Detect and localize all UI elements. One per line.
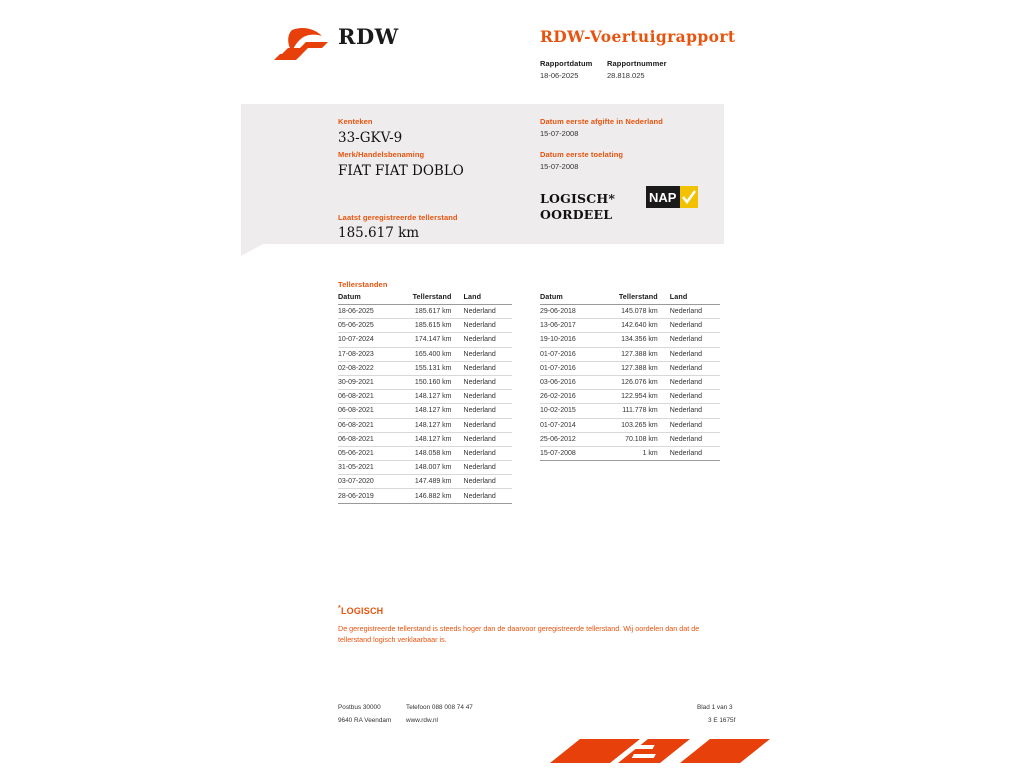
- cell-land: Nederland: [658, 319, 720, 333]
- tellerstanden-title: Tellerstanden: [338, 280, 388, 289]
- footnote-title: [338, 605, 383, 616]
- footer-telefoon: Telefoon 088 008 74 47: [406, 704, 473, 711]
- oordeel-line-2: OORDEEL: [540, 207, 613, 222]
- cell-datum: 01-07-2016: [540, 347, 596, 361]
- cell-tellerstand: 146.882 km: [392, 489, 452, 503]
- cell-tellerstand: 148.127 km: [392, 390, 452, 404]
- table-row: [540, 390, 720, 404]
- cell-tellerstand: 148.058 km: [392, 446, 452, 460]
- cell-land: Nederland: [452, 404, 512, 418]
- merk-value: FIAT FIAT DOBLO: [338, 163, 464, 179]
- cell-land: Nederland: [452, 475, 512, 489]
- cell-datum: 01-07-2016: [540, 361, 596, 375]
- cell-tellerstand: 142.640 km: [596, 319, 658, 333]
- footnote-star: *: [338, 605, 341, 612]
- tellerstand-value: 185.617 km: [338, 225, 420, 241]
- toelating-value: 15-07-2008: [540, 162, 579, 171]
- table-row: [338, 347, 512, 361]
- rdw-arrow-logo-icon: [272, 24, 334, 64]
- footer-plaats: 9640 RA Veendam: [338, 717, 392, 724]
- table-row: [338, 489, 512, 503]
- col-header-tellerstand: Tellerstand: [596, 292, 658, 305]
- cell-datum: 03-07-2020: [338, 475, 392, 489]
- cell-datum: 10-02-2015: [540, 404, 596, 418]
- brand-name: RDW: [338, 24, 399, 49]
- cell-datum: 05-06-2021: [338, 446, 392, 460]
- cell-tellerstand: 127.388 km: [596, 347, 658, 361]
- table-row: [338, 305, 512, 319]
- table-row: [540, 432, 720, 446]
- cell-land: Nederland: [658, 347, 720, 361]
- footnote-title-text: LOGISCH: [340, 606, 384, 616]
- cell-land: Nederland: [658, 390, 720, 404]
- cell-datum: 10-07-2024: [338, 333, 392, 347]
- table-row: [540, 333, 720, 347]
- table-row: [540, 375, 720, 389]
- cell-land: Nederland: [452, 489, 512, 503]
- footer-website[interactable]: www.rdw.nl: [406, 717, 438, 724]
- cell-land: Nederland: [658, 418, 720, 432]
- cell-tellerstand: 185.615 km: [392, 319, 452, 333]
- cell-land: Nederland: [658, 446, 720, 460]
- footer-page-number: Blad 1 van 3: [697, 704, 733, 711]
- cell-datum: 05-06-2025: [338, 319, 392, 333]
- cell-tellerstand: 148.127 km: [392, 418, 452, 432]
- cell-land: Nederland: [452, 305, 512, 319]
- cell-datum: 02-08-2022: [338, 361, 392, 375]
- cell-tellerstand: 165.400 km: [392, 347, 452, 361]
- cell-tellerstand: 155.131 km: [392, 361, 452, 375]
- cell-datum: 28-06-2019: [338, 489, 392, 503]
- table-row: [540, 418, 720, 432]
- afgifte-label: Datum eerste afgifte in Nederland: [540, 117, 663, 126]
- footnote-body: De geregistreerde tellerstand is steeds hoger dan de daarvoor geregistreerde tellerstand. Wij oordelen dan dat de tellerstand logisch verklaarbaar is.: [338, 624, 700, 644]
- cell-tellerstand: 134.356 km: [596, 333, 658, 347]
- meta-rapportdatum-label: Rapportdatum: [540, 59, 593, 68]
- kenteken-value: 33-GKV-9: [338, 130, 403, 146]
- oordeel-line-1: LOGISCH*: [540, 191, 616, 206]
- cell-land: Nederland: [452, 418, 512, 432]
- cell-land: Nederland: [452, 390, 512, 404]
- tellerstanden-table-left: [338, 292, 512, 504]
- meta-rapportnummer: [607, 59, 667, 80]
- cell-land: Nederland: [452, 319, 512, 333]
- cell-tellerstand: 174.147 km: [392, 333, 452, 347]
- cell-datum: 30-09-2021: [338, 375, 392, 389]
- cell-land: Nederland: [452, 446, 512, 460]
- cell-datum: 06-08-2021: [338, 390, 392, 404]
- table-row: [338, 404, 512, 418]
- cell-land: Nederland: [658, 375, 720, 389]
- cell-tellerstand: 148.127 km: [392, 404, 452, 418]
- meta-rapportdatum-value: 18-06-2025: [540, 71, 579, 80]
- cell-land: Nederland: [452, 347, 512, 361]
- footer-postbus: Postbus 30000: [338, 704, 381, 711]
- cell-land: Nederland: [658, 361, 720, 375]
- toelating-label: Datum eerste toelating: [540, 150, 624, 159]
- cell-datum: 01-07-2014: [540, 418, 596, 432]
- cell-datum: 29-06-2018: [540, 305, 596, 319]
- cell-datum: 25-06-2012: [540, 432, 596, 446]
- page-title: RDW-Voertuigrapport: [540, 27, 736, 46]
- cell-datum: 15-07-2008: [540, 446, 596, 460]
- table-row: [338, 375, 512, 389]
- cell-datum: 03-06-2016: [540, 375, 596, 389]
- cell-tellerstand: 185.617 km: [392, 305, 452, 319]
- meta-rapportnummer-value: 28.818.025: [607, 71, 645, 80]
- table-row: [540, 347, 720, 361]
- table-row: [540, 361, 720, 375]
- col-header-datum: Datum: [338, 292, 392, 305]
- afgifte-value: 15-07-2008: [540, 129, 579, 138]
- col-header-datum: Datum: [540, 292, 596, 305]
- table-row: [338, 461, 512, 475]
- svg-text:NAP: NAP: [649, 190, 677, 205]
- cell-land: Nederland: [658, 432, 720, 446]
- table-row: [338, 432, 512, 446]
- cell-land: Nederland: [658, 404, 720, 418]
- nap-badge-icon: [646, 186, 698, 208]
- table-row: [338, 333, 512, 347]
- col-header-tellerstand: Tellerstand: [392, 292, 452, 305]
- table-row: [540, 404, 720, 418]
- cell-land: Nederland: [452, 361, 512, 375]
- table-row: [338, 446, 512, 460]
- cell-tellerstand: 148.127 km: [392, 432, 452, 446]
- cell-tellerstand: 122.954 km: [596, 390, 658, 404]
- cell-land: Nederland: [658, 305, 720, 319]
- cell-tellerstand: 147.489 km: [392, 475, 452, 489]
- meta-rapportnummer-label: Rapportnummer: [607, 59, 667, 68]
- footer-code: 3 E 1675f: [708, 717, 736, 724]
- kenteken-label: Kenteken: [338, 117, 373, 126]
- table-row: [338, 390, 512, 404]
- merk-label: Merk/Handelsbenaming: [338, 150, 425, 159]
- panel-notch: [241, 244, 263, 256]
- table-row: [338, 319, 512, 333]
- cell-tellerstand: 111.778 km: [596, 404, 658, 418]
- cell-land: Nederland: [658, 333, 720, 347]
- table-row: [540, 446, 720, 460]
- cell-land: Nederland: [452, 461, 512, 475]
- oordeel-block: [540, 191, 615, 223]
- cell-tellerstand: 127.388 km: [596, 361, 658, 375]
- table-row: [540, 319, 720, 333]
- tellerstanden-table-right: [540, 292, 720, 461]
- cell-datum: 17-08-2023: [338, 347, 392, 361]
- cell-datum: 31-05-2021: [338, 461, 392, 475]
- table-row: [338, 361, 512, 375]
- cell-datum: 19-10-2016: [540, 333, 596, 347]
- cell-tellerstand: 145.078 km: [596, 305, 658, 319]
- cell-land: Nederland: [452, 333, 512, 347]
- table-row: [338, 418, 512, 432]
- cell-datum: 18-06-2025: [338, 305, 392, 319]
- cell-datum: 06-08-2021: [338, 418, 392, 432]
- cell-land: Nederland: [452, 432, 512, 446]
- table-header-row: [338, 292, 512, 305]
- cell-tellerstand: 150.160 km: [392, 375, 452, 389]
- cell-datum: 13-06-2017: [540, 319, 596, 333]
- cell-tellerstand: 70.108 km: [596, 432, 658, 446]
- table-header-row: [540, 292, 720, 305]
- tellerstand-label: Laatst geregistreerde tellerstand: [338, 213, 458, 222]
- table-row: [540, 305, 720, 319]
- meta-rapportdatum: [540, 59, 592, 80]
- cell-tellerstand: 1 km: [596, 446, 658, 460]
- cell-tellerstand: 148.007 km: [392, 461, 452, 475]
- cell-tellerstand: 103.265 km: [596, 418, 658, 432]
- table-row: [338, 475, 512, 489]
- cell-datum: 06-08-2021: [338, 404, 392, 418]
- cell-datum: 26-02-2016: [540, 390, 596, 404]
- col-header-land: Land: [452, 292, 512, 305]
- cell-land: Nederland: [452, 375, 512, 389]
- footer-arrow-graphic-icon: [540, 735, 790, 771]
- col-header-land: Land: [658, 292, 720, 305]
- cell-datum: 06-08-2021: [338, 432, 392, 446]
- cell-tellerstand: 126.076 km: [596, 375, 658, 389]
